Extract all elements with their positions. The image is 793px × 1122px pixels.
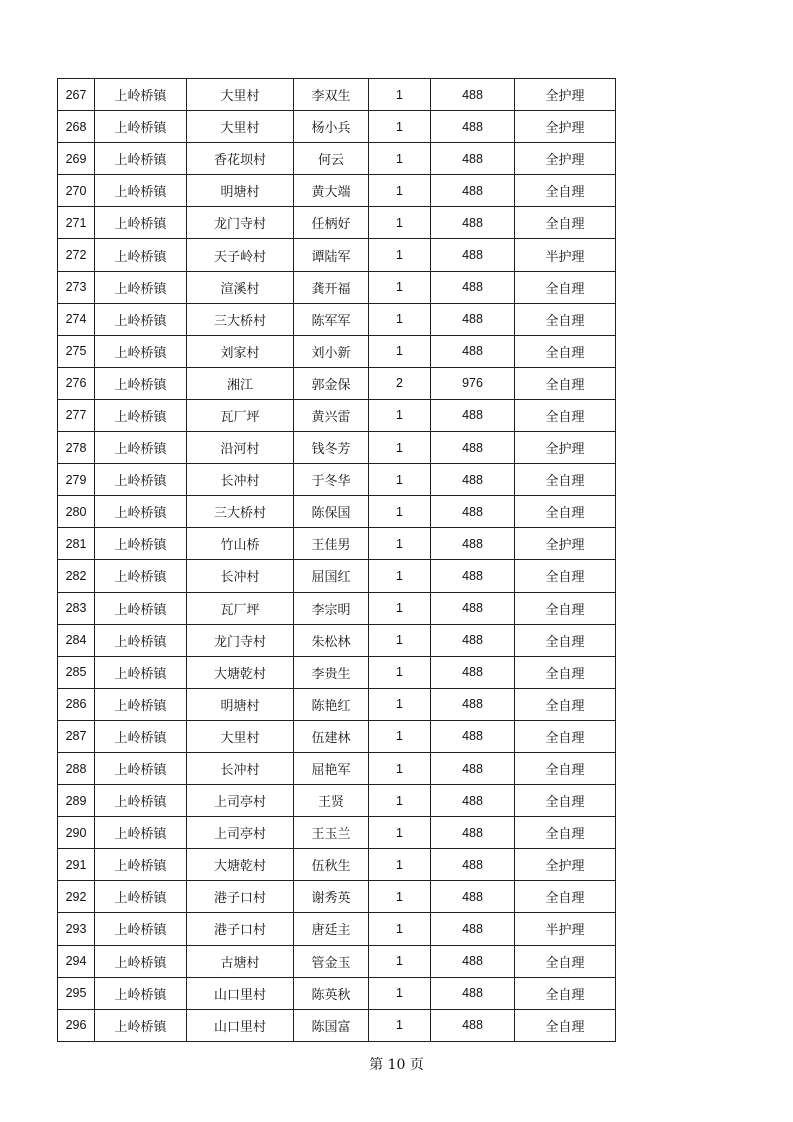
- table-row: [58, 496, 616, 528]
- cell-village: 上司亭村: [187, 817, 294, 849]
- cell-count: 1: [369, 303, 431, 335]
- cell-care-level: 全自理: [515, 271, 616, 303]
- cell-amount: 488: [431, 464, 515, 496]
- cell-care-level: 全自理: [515, 303, 616, 335]
- cell-count: 1: [369, 464, 431, 496]
- cell-village: 长冲村: [187, 560, 294, 592]
- cell-amount: 488: [431, 592, 515, 624]
- cell-care-level: 全自理: [515, 977, 616, 1009]
- cell-care-level: 全自理: [515, 175, 616, 207]
- page-number: 10: [387, 1057, 406, 1073]
- cell-village: 三大桥村: [187, 303, 294, 335]
- cell-person-name: 伍秋生: [294, 849, 369, 881]
- table-row: [58, 143, 616, 175]
- cell-village: 湘江: [187, 367, 294, 399]
- cell-person-name: 王玉兰: [294, 817, 369, 849]
- cell-person-name: 黄兴雷: [294, 399, 369, 431]
- cell-town: 上岭桥镇: [95, 977, 187, 1009]
- cell-town: 上岭桥镇: [95, 560, 187, 592]
- cell-village: 瓦厂坪: [187, 399, 294, 431]
- cell-village: 山口里村: [187, 977, 294, 1009]
- cell-care-level: 全护理: [515, 432, 616, 464]
- cell-town: 上岭桥镇: [95, 528, 187, 560]
- cell-town: 上岭桥镇: [95, 207, 187, 239]
- cell-serial-number: 274: [58, 303, 95, 335]
- cell-person-name: 任柄好: [294, 207, 369, 239]
- cell-care-level: 全护理: [515, 111, 616, 143]
- cell-village: 沿河村: [187, 432, 294, 464]
- cell-amount: 488: [431, 977, 515, 1009]
- cell-count: 1: [369, 399, 431, 431]
- cell-person-name: 何云: [294, 143, 369, 175]
- cell-count: 1: [369, 239, 431, 271]
- table-row: [58, 239, 616, 271]
- cell-person-name: 陈军军: [294, 303, 369, 335]
- cell-count: 1: [369, 271, 431, 303]
- cell-town: 上岭桥镇: [95, 752, 187, 784]
- table-row: [58, 367, 616, 399]
- cell-count: 1: [369, 977, 431, 1009]
- cell-count: 1: [369, 335, 431, 367]
- cell-person-name: 杨小兵: [294, 111, 369, 143]
- table-row: [58, 528, 616, 560]
- cell-village: 长冲村: [187, 752, 294, 784]
- cell-serial-number: 287: [58, 720, 95, 752]
- cell-village: 港子口村: [187, 913, 294, 945]
- cell-amount: 488: [431, 207, 515, 239]
- cell-count: 1: [369, 111, 431, 143]
- cell-care-level: 全自理: [515, 560, 616, 592]
- cell-town: 上岭桥镇: [95, 335, 187, 367]
- table-row: [58, 271, 616, 303]
- table-row: [58, 175, 616, 207]
- cell-serial-number: 296: [58, 1009, 95, 1041]
- cell-count: 1: [369, 79, 431, 111]
- cell-care-level: 全自理: [515, 720, 616, 752]
- cell-town: 上岭桥镇: [95, 399, 187, 431]
- cell-person-name: 王贤: [294, 785, 369, 817]
- cell-person-name: 屈国红: [294, 560, 369, 592]
- cell-amount: 488: [431, 239, 515, 271]
- cell-town: 上岭桥镇: [95, 111, 187, 143]
- cell-serial-number: 293: [58, 913, 95, 945]
- cell-person-name: 钱冬芳: [294, 432, 369, 464]
- cell-serial-number: 290: [58, 817, 95, 849]
- cell-count: 1: [369, 560, 431, 592]
- cell-town: 上岭桥镇: [95, 817, 187, 849]
- cell-village: 瓦厂坪: [187, 592, 294, 624]
- cell-town: 上岭桥镇: [95, 592, 187, 624]
- cell-serial-number: 277: [58, 399, 95, 431]
- table-row: [58, 111, 616, 143]
- cell-care-level: 全自理: [515, 335, 616, 367]
- cell-amount: 488: [431, 335, 515, 367]
- page-footer: [0, 1054, 793, 1074]
- cell-person-name: 郭金保: [294, 367, 369, 399]
- cell-count: 1: [369, 785, 431, 817]
- cell-village: 竹山桥: [187, 528, 294, 560]
- cell-care-level: 全自理: [515, 592, 616, 624]
- cell-village: 渲溪村: [187, 271, 294, 303]
- table-row: [58, 432, 616, 464]
- table-row: [58, 752, 616, 784]
- cell-town: 上岭桥镇: [95, 624, 187, 656]
- cell-village: 古塘村: [187, 945, 294, 977]
- cell-care-level: 全自理: [515, 817, 616, 849]
- cell-care-level: 全护理: [515, 79, 616, 111]
- cell-village: 大里村: [187, 111, 294, 143]
- cell-serial-number: 270: [58, 175, 95, 207]
- cell-count: 1: [369, 752, 431, 784]
- cell-town: 上岭桥镇: [95, 239, 187, 271]
- cell-village: 刘家村: [187, 335, 294, 367]
- table-row: [58, 335, 616, 367]
- footer-prefix: 第: [369, 1057, 384, 1073]
- cell-amount: 488: [431, 303, 515, 335]
- cell-village: 明塘村: [187, 688, 294, 720]
- cell-care-level: 全护理: [515, 143, 616, 175]
- cell-town: 上岭桥镇: [95, 303, 187, 335]
- cell-care-level: 全自理: [515, 945, 616, 977]
- cell-care-level: 全自理: [515, 656, 616, 688]
- cell-count: 1: [369, 720, 431, 752]
- cell-serial-number: 269: [58, 143, 95, 175]
- cell-serial-number: 295: [58, 977, 95, 1009]
- cell-person-name: 谭陆军: [294, 239, 369, 271]
- cell-village: 山口里村: [187, 1009, 294, 1041]
- cell-count: 1: [369, 849, 431, 881]
- table-row: [58, 881, 616, 913]
- cell-count: 1: [369, 945, 431, 977]
- cell-village: 龙门寺村: [187, 624, 294, 656]
- cell-amount: 488: [431, 432, 515, 464]
- cell-person-name: 陈保国: [294, 496, 369, 528]
- cell-village: 明塘村: [187, 175, 294, 207]
- cell-amount: 488: [431, 881, 515, 913]
- cell-count: 1: [369, 624, 431, 656]
- cell-town: 上岭桥镇: [95, 881, 187, 913]
- cell-amount: 488: [431, 913, 515, 945]
- cell-town: 上岭桥镇: [95, 785, 187, 817]
- cell-person-name: 陈国富: [294, 1009, 369, 1041]
- cell-amount: 488: [431, 271, 515, 303]
- table-row: [58, 624, 616, 656]
- table-row: [58, 79, 616, 111]
- cell-village: 上司亭村: [187, 785, 294, 817]
- cell-town: 上岭桥镇: [95, 720, 187, 752]
- cell-amount: 488: [431, 849, 515, 881]
- cell-person-name: 管金玉: [294, 945, 369, 977]
- cell-serial-number: 289: [58, 785, 95, 817]
- cell-town: 上岭桥镇: [95, 945, 187, 977]
- cell-count: 1: [369, 817, 431, 849]
- cell-amount: 488: [431, 399, 515, 431]
- cell-person-name: 王佳男: [294, 528, 369, 560]
- cell-person-name: 于冬华: [294, 464, 369, 496]
- table-row: [58, 913, 616, 945]
- cell-count: 1: [369, 656, 431, 688]
- cell-amount: 488: [431, 79, 515, 111]
- cell-amount: 488: [431, 560, 515, 592]
- cell-serial-number: 279: [58, 464, 95, 496]
- cell-person-name: 刘小新: [294, 335, 369, 367]
- cell-care-level: 全自理: [515, 207, 616, 239]
- cell-town: 上岭桥镇: [95, 367, 187, 399]
- cell-serial-number: 283: [58, 592, 95, 624]
- cell-amount: 488: [431, 143, 515, 175]
- cell-town: 上岭桥镇: [95, 175, 187, 207]
- cell-count: 1: [369, 913, 431, 945]
- cell-count: 1: [369, 143, 431, 175]
- table-row: [58, 656, 616, 688]
- cell-village: 长冲村: [187, 464, 294, 496]
- cell-village: 大塘乾村: [187, 656, 294, 688]
- cell-person-name: 谢秀英: [294, 881, 369, 913]
- cell-village: 大塘乾村: [187, 849, 294, 881]
- cell-care-level: 全护理: [515, 849, 616, 881]
- cell-care-level: 全自理: [515, 464, 616, 496]
- cell-count: 1: [369, 592, 431, 624]
- table-row: [58, 207, 616, 239]
- table-row: [58, 977, 616, 1009]
- cell-amount: 488: [431, 720, 515, 752]
- cell-serial-number: 286: [58, 688, 95, 720]
- cell-town: 上岭桥镇: [95, 1009, 187, 1041]
- cell-amount: 976: [431, 367, 515, 399]
- cell-count: 1: [369, 432, 431, 464]
- cell-village: 港子口村: [187, 881, 294, 913]
- cell-care-level: 全自理: [515, 1009, 616, 1041]
- cell-town: 上岭桥镇: [95, 849, 187, 881]
- cell-town: 上岭桥镇: [95, 688, 187, 720]
- cell-serial-number: 288: [58, 752, 95, 784]
- cell-amount: 488: [431, 656, 515, 688]
- table-row: [58, 817, 616, 849]
- cell-person-name: 唐廷主: [294, 913, 369, 945]
- cell-care-level: 全自理: [515, 624, 616, 656]
- cell-count: 1: [369, 1009, 431, 1041]
- cell-town: 上岭桥镇: [95, 79, 187, 111]
- cell-serial-number: 278: [58, 432, 95, 464]
- table-row: [58, 399, 616, 431]
- cell-serial-number: 280: [58, 496, 95, 528]
- cell-serial-number: 291: [58, 849, 95, 881]
- table-row: [58, 464, 616, 496]
- cell-care-level: 全自理: [515, 881, 616, 913]
- cell-amount: 488: [431, 1009, 515, 1041]
- cell-person-name: 朱松林: [294, 624, 369, 656]
- cell-serial-number: 271: [58, 207, 95, 239]
- cell-serial-number: 272: [58, 239, 95, 271]
- cell-care-level: 半护理: [515, 913, 616, 945]
- cell-count: 1: [369, 688, 431, 720]
- cell-care-level: 全护理: [515, 528, 616, 560]
- cell-person-name: 黄大端: [294, 175, 369, 207]
- cell-count: 2: [369, 367, 431, 399]
- cell-care-level: 全自理: [515, 752, 616, 784]
- cell-serial-number: 292: [58, 881, 95, 913]
- cell-care-level: 全自理: [515, 496, 616, 528]
- cell-serial-number: 285: [58, 656, 95, 688]
- cell-amount: 488: [431, 688, 515, 720]
- cell-count: 1: [369, 496, 431, 528]
- cell-person-name: 伍建林: [294, 720, 369, 752]
- cell-town: 上岭桥镇: [95, 496, 187, 528]
- cell-care-level: 全自理: [515, 785, 616, 817]
- cell-care-level: 全自理: [515, 688, 616, 720]
- cell-person-name: 陈艳红: [294, 688, 369, 720]
- cell-amount: 488: [431, 752, 515, 784]
- table-row: [58, 592, 616, 624]
- cell-amount: 488: [431, 528, 515, 560]
- cell-care-level: 半护理: [515, 239, 616, 271]
- table-row: [58, 688, 616, 720]
- table-row: [58, 785, 616, 817]
- cell-count: 1: [369, 881, 431, 913]
- cell-care-level: 全自理: [515, 399, 616, 431]
- cell-serial-number: 273: [58, 271, 95, 303]
- cell-town: 上岭桥镇: [95, 656, 187, 688]
- cell-serial-number: 281: [58, 528, 95, 560]
- table-row: [58, 1009, 616, 1041]
- cell-person-name: 李贵生: [294, 656, 369, 688]
- table-row: [58, 945, 616, 977]
- footer-suffix: 页: [409, 1057, 424, 1073]
- cell-amount: 488: [431, 496, 515, 528]
- cell-serial-number: 282: [58, 560, 95, 592]
- cell-care-level: 全自理: [515, 367, 616, 399]
- cell-serial-number: 294: [58, 945, 95, 977]
- cell-amount: 488: [431, 785, 515, 817]
- cell-village: 三大桥村: [187, 496, 294, 528]
- cell-town: 上岭桥镇: [95, 432, 187, 464]
- cell-amount: 488: [431, 945, 515, 977]
- cell-serial-number: 284: [58, 624, 95, 656]
- table-row: [58, 720, 616, 752]
- cell-town: 上岭桥镇: [95, 913, 187, 945]
- cell-serial-number: 268: [58, 111, 95, 143]
- cell-count: 1: [369, 528, 431, 560]
- cell-serial-number: 275: [58, 335, 95, 367]
- cell-person-name: 李双生: [294, 79, 369, 111]
- cell-village: 香花坝村: [187, 143, 294, 175]
- table-row: [58, 560, 616, 592]
- cell-village: 大里村: [187, 720, 294, 752]
- roster-body: [58, 79, 616, 1042]
- cell-amount: 488: [431, 111, 515, 143]
- cell-village: 天子岭村: [187, 239, 294, 271]
- cell-person-name: 李宗明: [294, 592, 369, 624]
- cell-town: 上岭桥镇: [95, 464, 187, 496]
- cell-count: 1: [369, 175, 431, 207]
- cell-village: 龙门寺村: [187, 207, 294, 239]
- cell-village: 大里村: [187, 79, 294, 111]
- cell-person-name: 龚开福: [294, 271, 369, 303]
- cell-town: 上岭桥镇: [95, 271, 187, 303]
- cell-town: 上岭桥镇: [95, 143, 187, 175]
- cell-person-name: 屈艳军: [294, 752, 369, 784]
- cell-serial-number: 267: [58, 79, 95, 111]
- cell-person-name: 陈英秋: [294, 977, 369, 1009]
- cell-amount: 488: [431, 624, 515, 656]
- cell-count: 1: [369, 207, 431, 239]
- table-row: [58, 303, 616, 335]
- table-row: [58, 849, 616, 881]
- cell-amount: 488: [431, 175, 515, 207]
- roster-table: [57, 78, 616, 1042]
- cell-serial-number: 276: [58, 367, 95, 399]
- cell-amount: 488: [431, 817, 515, 849]
